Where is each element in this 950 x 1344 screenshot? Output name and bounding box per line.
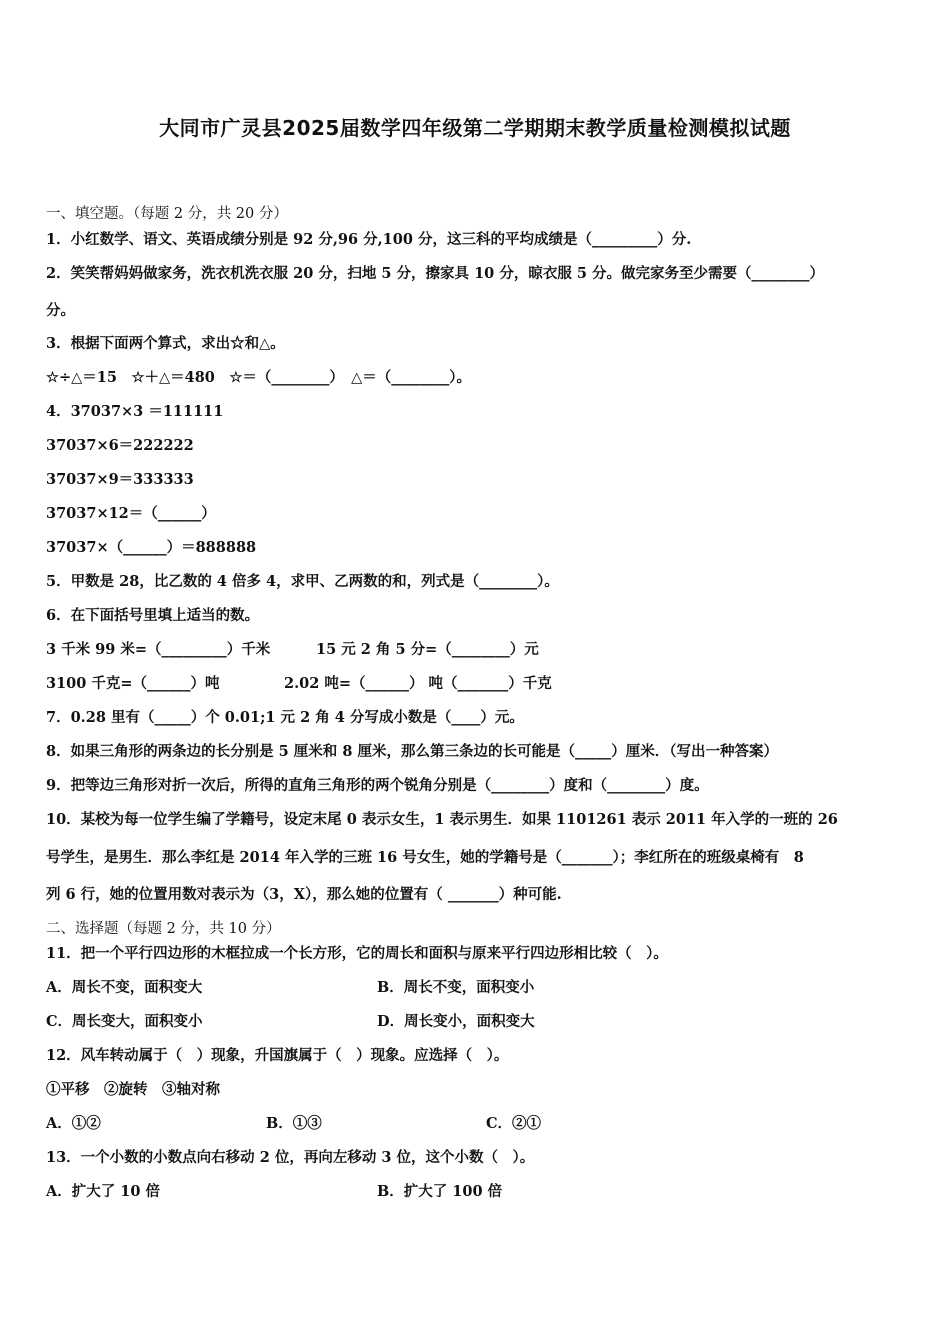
question-9: 9．把等边三角形对折一次后，所得的直角三角形的两个锐角分别是（________）度和（________）度。: [46, 777, 709, 794]
question-6-row-1: [46, 638, 539, 659]
question-6-part-d: 2.02 吨=（______） 吨（_______）千克: [284, 675, 552, 692]
question-10-line-2: 号学生，是男生．那么李红是 2014 年入学的三班 16 号女生，她的学籍号是（_______）；李红所在的班级桌椅有 8: [46, 849, 804, 866]
question-11-option-a: A．周长不变，面积变大: [46, 979, 203, 996]
question-4-line-5: 37037×（______）＝888888: [46, 539, 257, 556]
question-11-stem: 11．把一个平行四边形的木框拉成一个长方形，它的周长和面积与原来平行四边形相比较（ ）。: [46, 945, 668, 962]
question-11-option-d: D．周长变小，面积变大: [377, 1013, 535, 1030]
question-12-option-b: B．①③: [266, 1115, 322, 1132]
question-3-line-2: ☆÷△＝15 ☆＋△＝480 ☆＝（________） △＝（________）。: [46, 369, 472, 386]
question-4-line-1: 4．37037×3 ＝111111: [46, 403, 224, 420]
question-11-row-1: [46, 976, 535, 997]
question-12-options: [46, 1112, 542, 1133]
question-11-row-2: [46, 1010, 535, 1031]
question-5: 5．甲数是 28，比乙数的 4 倍多 4，求甲、乙两数的和，列式是（________）。: [46, 573, 559, 590]
question-12-option-c: C．②①: [486, 1115, 542, 1132]
question-13-option-a: A．扩大了 10 倍: [46, 1183, 161, 1200]
section-heading-multiple-choice: 二、选择题（每题 2 分，共 10 分）: [46, 921, 281, 937]
page-title: 大同市广灵县2025届数学四年级第二学期期末教学质量检测模拟试题: [159, 116, 791, 140]
question-3-line-1: 3．根据下面两个算式，求出☆和△。: [46, 335, 285, 352]
question-6-line-1: 6．在下面括号里填上适当的数。: [46, 607, 260, 624]
question-10-line-3: 列 6 行，她的位置用数对表示为（3，X），那么她的位置有（ _______）种可能.: [46, 886, 562, 903]
question-6-part-a: 3 千米 99 米=（_________）千米: [46, 641, 271, 658]
question-7: 7．0.28 里有（_____）个 0.01;1 元 2 角 4 分写成小数是（____）元。: [46, 709, 524, 726]
section-heading-fill-blank: 一、填空题。（每题 2 分，共 20 分）: [46, 206, 288, 222]
question-13-option-b: B．扩大了 100 倍: [377, 1183, 503, 1200]
question-4-line-2: 37037×6＝222222: [46, 437, 194, 454]
question-10-line-1: 10．某校为每一位学生编了学籍号，设定末尾 0 表示女生，1 表示男生．如果 1101261 表示 2011 年入学的一班的 26: [46, 811, 838, 828]
question-12-option-a: A．①②: [46, 1115, 101, 1132]
question-6-row-2: [46, 672, 552, 693]
question-11-option-c: C．周长变大，面积变小: [46, 1013, 203, 1030]
question-2-line-1: 2．笑笑帮妈妈做家务，洗衣机洗衣服 20 分，扫地 5 分，擦家具 10 分，晾衣服 5 分。做完家务至少需要（________）: [46, 265, 825, 282]
question-8: 8．如果三角形的两条边的长分别是 5 厘米和 8 厘米，那么第三条边的长可能是（_____）厘米．（写出一种答案）: [46, 743, 778, 760]
question-4-line-3: 37037×9＝333333: [46, 471, 194, 488]
question-13-stem: 13．一个小数的小数点向右移动 2 位，再向左移动 3 位，这个小数（ ）。: [46, 1149, 535, 1166]
question-12-choices: ①平移 ②旋转 ③轴对称: [46, 1081, 220, 1098]
question-12-stem: 12．风车转动属于（ ）现象，升国旗属于（ ）现象。应选择（ ）。: [46, 1047, 509, 1064]
question-6-part-c: 3100 千克=（______）吨: [46, 675, 220, 692]
question-11-option-b: B．周长不变，面积变小: [377, 979, 535, 996]
question-13-row-1: [46, 1180, 503, 1201]
question-6-part-b: 15 元 2 角 5 分=（________）元: [316, 641, 539, 658]
question-1: 1．小红数学、语文、英语成绩分别是 92 分,96 分,100 分，这三科的平均成绩是（_________）分.: [46, 231, 692, 248]
question-4-line-4: 37037×12＝（______）: [46, 505, 216, 522]
question-2-line-2: 分。: [46, 302, 75, 319]
